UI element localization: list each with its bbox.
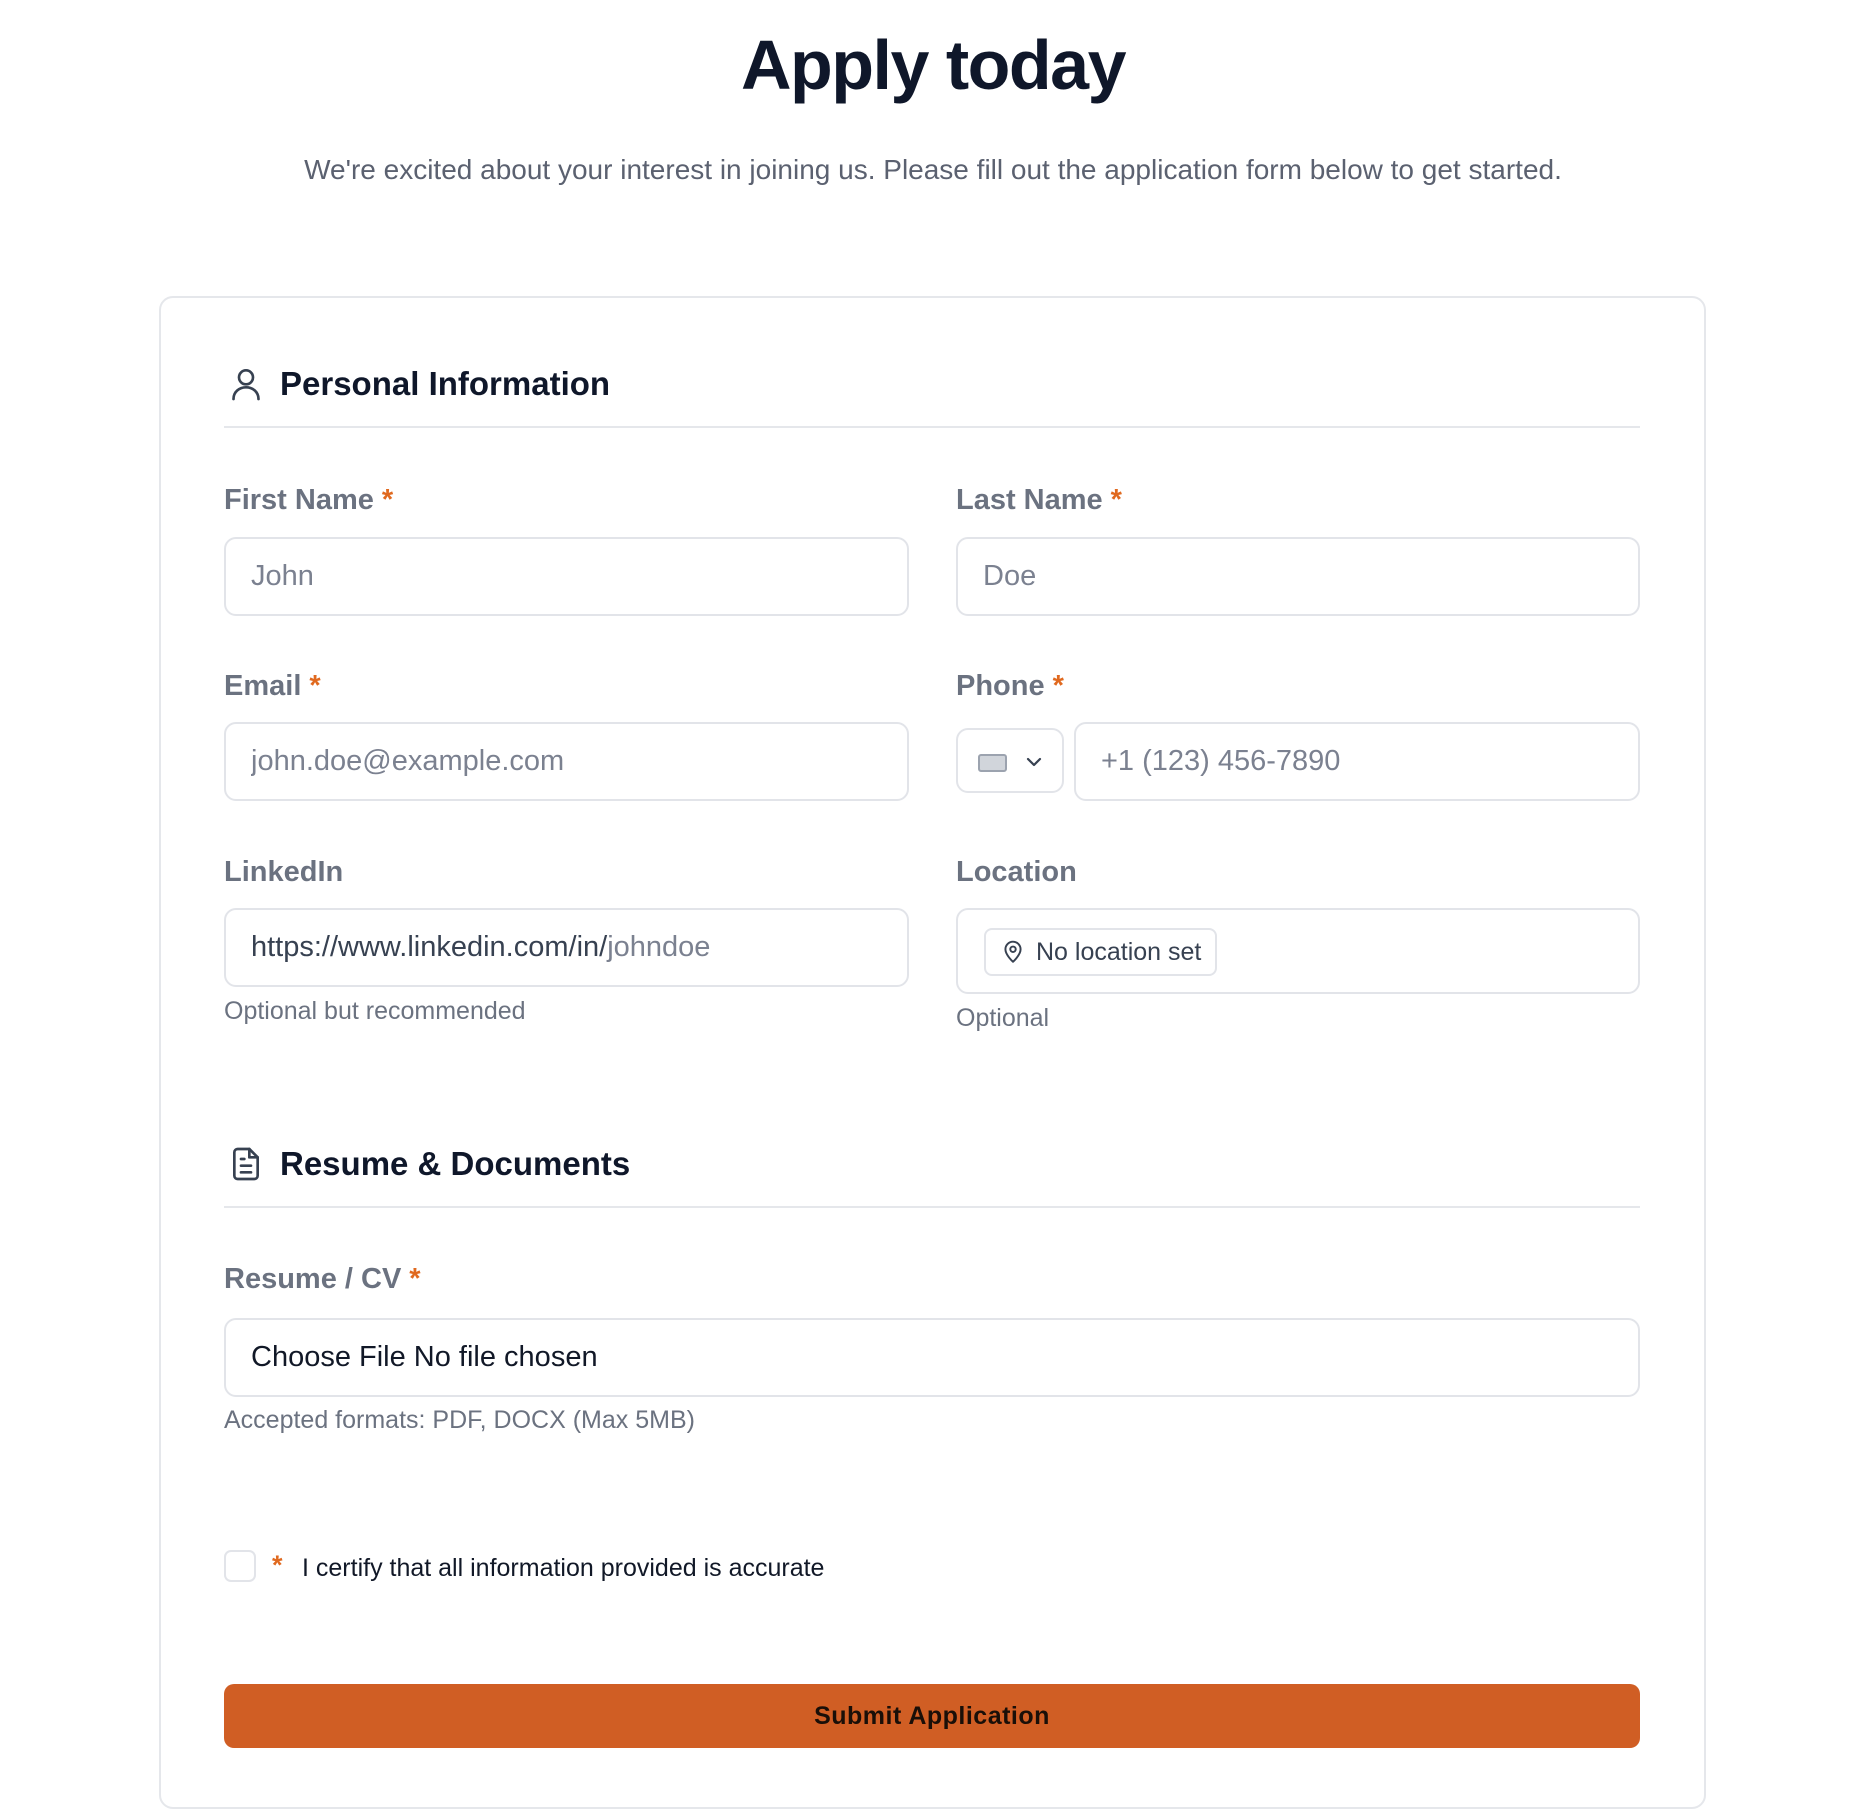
- map-pin-icon: [1000, 939, 1026, 965]
- first-name-input[interactable]: [224, 537, 909, 616]
- resume-label: Resume / CV *: [224, 1263, 421, 1295]
- document-icon: [226, 1144, 266, 1184]
- page-subtitle: We're excited about your interest in joining us. Please fill out the application form below to get started.: [304, 154, 1562, 185]
- location-hint: Optional: [956, 1004, 1050, 1032]
- user-icon: [226, 364, 266, 404]
- flag-icon: [978, 754, 1007, 772]
- certify-label[interactable]: I certify that all information provided is accurate: [302, 1554, 825, 1582]
- linkedin-input[interactable]: [224, 908, 909, 987]
- last-name-label: Last Name *: [956, 484, 1122, 516]
- required-mark: *: [381, 484, 394, 516]
- location-field: [956, 908, 1640, 994]
- required-mark: *: [409, 1263, 421, 1295]
- documents-title: Resume & Documents: [280, 1145, 631, 1182]
- last-name-input[interactable]: [956, 537, 1640, 616]
- linkedin-hint: Optional but recommended: [224, 997, 526, 1025]
- phone-label: Phone *: [956, 670, 1064, 702]
- country-code-select[interactable]: [956, 728, 1064, 793]
- certify-checkbox[interactable]: [224, 1550, 256, 1582]
- documents-header: [224, 1076, 1640, 1208]
- submit-application-button[interactable]: Submit Application: [224, 1684, 1640, 1748]
- linkedin-label: LinkedIn: [224, 856, 344, 888]
- personal-info-title: Personal Information: [280, 365, 611, 402]
- linkedin-prefix: https://www.linkedin.com/in/: [251, 931, 608, 963]
- first-name-label: First Name *: [224, 484, 394, 516]
- email-input[interactable]: [224, 722, 909, 801]
- linkedin-placeholder: johndoe: [607, 931, 711, 963]
- required-mark: *: [1052, 670, 1064, 702]
- page-title: Apply today: [740, 26, 1126, 104]
- chevron-down-icon: [1022, 750, 1046, 774]
- personal-info-header: [224, 296, 1640, 428]
- required-mark: *: [272, 1550, 283, 1580]
- location-chip[interactable]: [984, 928, 1217, 976]
- phone-input[interactable]: [1074, 722, 1640, 801]
- required-mark: *: [1110, 484, 1122, 516]
- resume-file-input[interactable]: Choose File No file chosen: [224, 1318, 1640, 1397]
- email-label: Email *: [224, 670, 321, 702]
- location-label: Location: [956, 856, 1077, 888]
- resume-hint: Accepted formats: PDF, DOCX (Max 5MB): [224, 1406, 695, 1434]
- required-mark: *: [309, 670, 321, 702]
- location-chip-label: No location set: [1036, 937, 1202, 966]
